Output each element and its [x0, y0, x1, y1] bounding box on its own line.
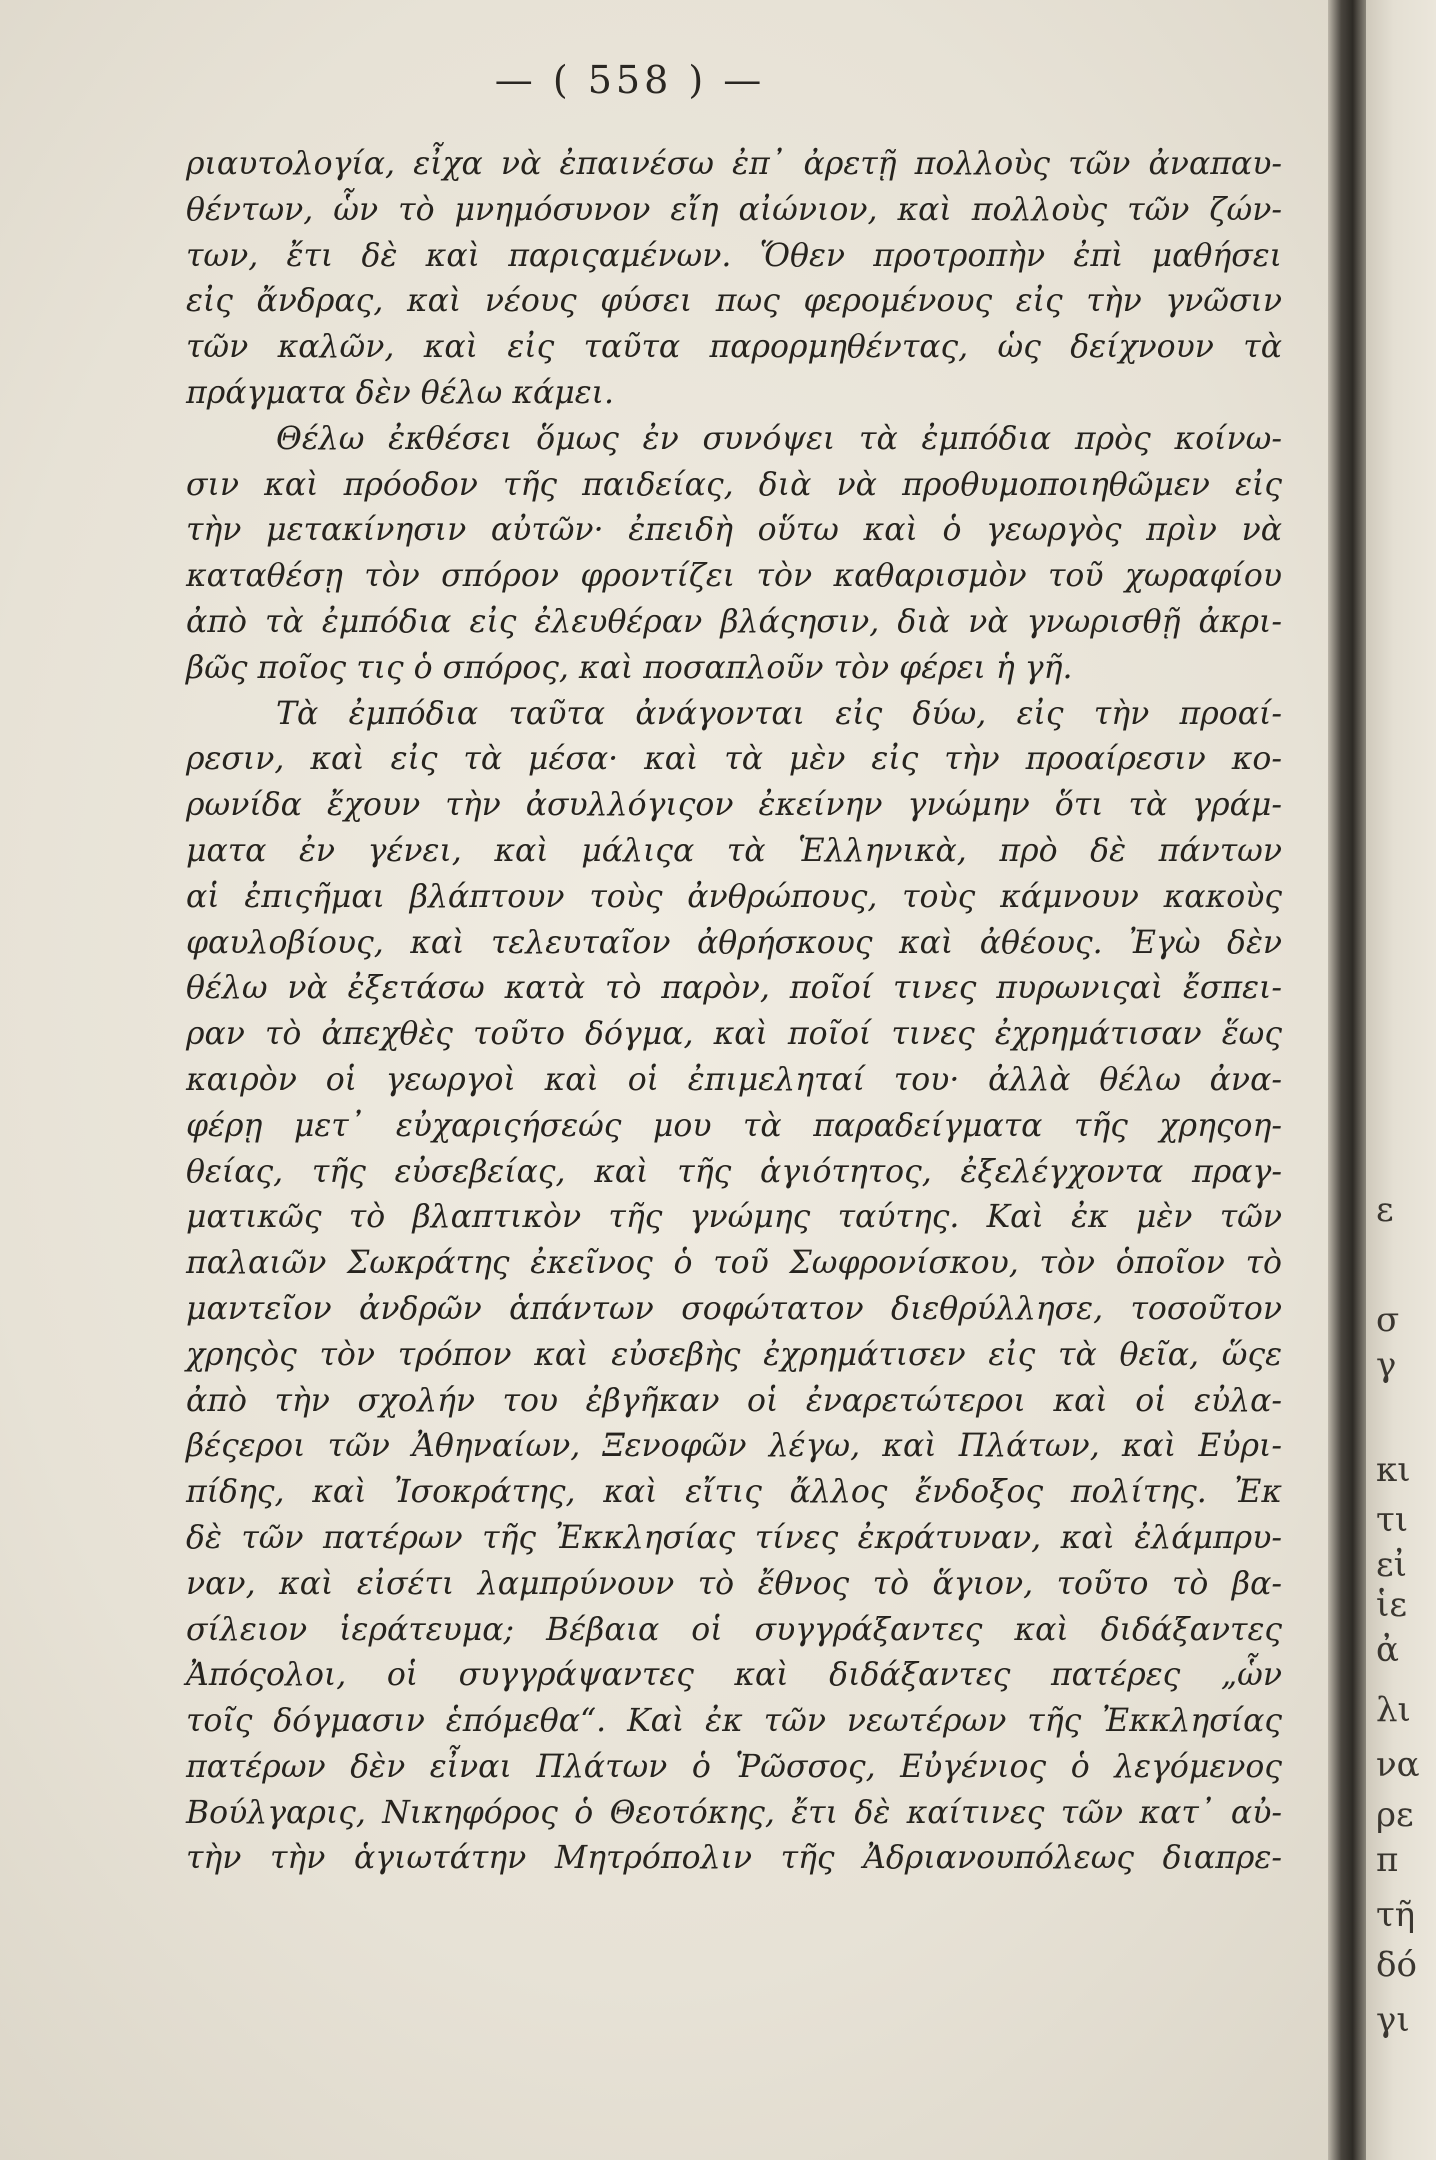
adjacent-page-fragment: γι: [1376, 2000, 1410, 2040]
book-gutter: [1328, 0, 1366, 2160]
page-number: — ( 558 ) —: [494, 58, 766, 102]
text-line: σίλειον ἱεράτευμα; Βέβαια οἱ συγγράξαντες καὶ διδάξαντες: [186, 1611, 1282, 1648]
text-line: Βούλγαρις, Νικηφόρος ὁ Θεοτόκης, ἔτι δὲ καίτινες τῶν κατ᾽ αὐ-: [186, 1794, 1282, 1831]
text-line: ρωνίδα ἔχουν τὴν ἀσυλλόγιςον ἐκείνην γνώμην ὅτι τὰ γράμ-: [186, 787, 1282, 824]
text-line: τὴν τὴν ἁγιωτάτην Μητρόπολιν τῆς Ἀδριανουπόλεως διαπρε-: [186, 1840, 1282, 1877]
text-line: θέλω νὰ ἐξετάσω κατὰ τὸ παρὸν, ποῖοί τινες πυρωνιςαὶ ἔσπει-: [186, 970, 1282, 1007]
adjacent-page-fragment: τῆ: [1376, 1895, 1416, 1935]
text-line: εἰς ἄνδρας, καὶ νέους φύσει πως φερομένους εἰς τὴν γνῶσιν: [186, 283, 1282, 320]
text-line: ναν, καὶ εἰσέτι λαμπρύνουν τὸ ἔθνος τὸ ἅγιον, τοῦτο τὸ βα-: [186, 1565, 1282, 1602]
text-line: ραν τὸ ἀπεχθὲς τοῦτο δόγμα, καὶ ποῖοί τινες ἐχρημάτισαν ἕως: [186, 1016, 1282, 1053]
text-line: τὴν μετακίνησιν αὐτῶν· ἐπειδὴ οὕτω καὶ ὁ γεωργὸς πρὶν νὰ: [186, 512, 1282, 549]
adjacent-page-fragment: λι: [1376, 1690, 1411, 1730]
adjacent-page-fragment: ἱε: [1376, 1585, 1407, 1625]
text-line: Ἀπόςολοι, οἱ συγγράψαντες καὶ διδάξαντες πατέρες „ὧν: [186, 1657, 1282, 1694]
text-line: ριαυτολογία, εἶχα νὰ ἐπαινέσω ἐπ᾽ ἀρετῇ πολλοὺς τῶν ἀναπαυ-: [186, 146, 1282, 182]
text-line: καταθέσῃ τὸν σπόρον φροντίζει τὸν καθαρισμὸν τοῦ χωραφίου: [186, 558, 1282, 595]
text-line: βέςεροι τῶν Ἀθηναίων, Ξενοφῶν λέγω, καὶ Πλάτων, καὶ Εὐρι-: [186, 1428, 1282, 1465]
adjacent-page-fragment: ἀ: [1376, 1630, 1399, 1670]
text-line: πράγματα δὲν θέλω κάμει.: [186, 374, 615, 411]
adjacent-page-fragment: εἰ: [1376, 1545, 1407, 1585]
text-line: τοῖς δόγμασιν ἑπόμεθα“. Καὶ ἐκ τῶν νεωτέρων τῆς Ἐκκλησίας: [186, 1703, 1282, 1740]
adjacent-page-fragment: ρε: [1376, 1795, 1414, 1835]
text-line: αἱ ἐπιςῆμαι βλάπτουν τοὺς ἀνθρώπους, τοὺς κάμνουν κακοὺς: [186, 878, 1282, 915]
text-line: παλαιῶν Σωκράτης ἐκεῖνος ὁ τοῦ Σωφρονίσκου, τὸν ὁποῖον τὸ: [186, 1245, 1282, 1282]
text-line: Τὰ ἐμπόδια ταῦτα ἀνάγονται εἰς δύω, εἰς τὴν προαί-: [276, 695, 1282, 732]
text-line: τῶν καλῶν, καὶ εἰς ταῦτα παρορμηθέντας, ὡς δείχνουν τὰ: [186, 329, 1282, 366]
text-line: των, ἔτι δὲ καὶ παριςαμένων. Ὅθεν προτροπὴν ἐπὶ μαθήσει: [186, 237, 1282, 274]
body-text: [186, 142, 1282, 1882]
adjacent-page-fragment: να: [1376, 1745, 1420, 1785]
text-line: καιρὸν οἱ γεωργοὶ καὶ οἱ ἐπιμεληταί του· ἀλλὰ θέλω ἀνα-: [186, 1061, 1282, 1098]
text-line: ρεσιν, καὶ εἰς τὰ μέσα· καὶ τὰ μὲν εἰς τὴν προαίρεσιν κο-: [186, 741, 1282, 778]
adjacent-page-fragment: ε: [1376, 1190, 1394, 1230]
text-line: φαυλοβίους, καὶ τελευταῖον ἀθρήσκους καὶ ἀθέους. Ἐγὼ δὲν: [186, 924, 1282, 961]
adjacent-page-fragment: κι: [1376, 1450, 1411, 1490]
adjacent-page-fragment: π: [1376, 1840, 1399, 1880]
text-line: ματικῶς τὸ βλαπτικὸν τῆς γνώμης ταύτης. Καὶ ἐκ μὲν τῶν: [186, 1199, 1282, 1236]
text-line: δὲ τῶν πατέρων τῆς Ἐκκλησίας τίνες ἐκράτυναν, καὶ ἐλάμπρυ-: [186, 1519, 1282, 1556]
text-line: θείας, τῆς εὐσεβείας, καὶ τῆς ἁγιότητος, ἐξελέγχοντα πραγ-: [186, 1153, 1282, 1190]
text-line: πατέρων δὲν εἶναι Πλάτων ὁ Ῥῶσσος, Εὐγένιος ὁ λεγόμενος: [186, 1748, 1282, 1785]
text-line: μαντεῖον ἀνδρῶν ἁπάντων σοφώτατον διεθρύλλησε, τοσοῦτον: [186, 1290, 1282, 1327]
text-line: Θέλω ἐκθέσει ὅμως ἐν συνόψει τὰ ἐμπόδια πρὸς κοίνω-: [276, 420, 1282, 457]
text-line: θέντων, ὧν τὸ μνημόσυνον εἴη αἰώνιον, καὶ πολλοὺς τῶν ζών-: [186, 191, 1282, 228]
adjacent-page-fragment: σ: [1376, 1300, 1400, 1340]
text-line: φέρῃ μετ᾽ εὐχαριςήσεώς μου τὰ παραδείγματα τῆς χρηςοη-: [186, 1107, 1282, 1144]
text-line: σιν καὶ πρόοδον τῆς παιδείας, διὰ νὰ προθυμοποιηθῶμεν εἰς: [186, 466, 1282, 503]
adjacent-page-fragment: δό: [1376, 1945, 1417, 1985]
text-line: ἀπὸ τὰ ἐμπόδια εἰς ἐλευθέραν βλάςησιν, διὰ νὰ γνωρισθῇ ἀκρι-: [186, 603, 1282, 640]
adjacent-page-fragment: τι: [1376, 1500, 1409, 1540]
text-line: βῶς ποῖος τις ὁ σπόρος, καὶ ποσαπλοῦν τὸν φέρει ἡ γῆ.: [186, 649, 1073, 686]
text-line: ματα ἐν γένει, καὶ μάλιςα τὰ Ἑλληνικὰ, πρὸ δὲ πάντων: [186, 832, 1282, 869]
text-line: ἀπὸ τὴν σχολήν του ἐβγῆκαν οἱ ἐναρετώτεροι καὶ οἱ εὐλα-: [186, 1382, 1282, 1419]
text-line: χρηςὸς τὸν τρόπον καὶ εὐσεβὴς ἐχρημάτισεν εἰς τὰ θεῖα, ὥςε: [186, 1336, 1282, 1373]
adjacent-page-fragment: γ: [1376, 1345, 1397, 1385]
adjacent-page-edge: [1366, 0, 1436, 2160]
text-line: πίδης, καὶ Ἰσοκράτης, καὶ εἴτις ἄλλος ἔνδοξος πολίτης. Ἐκ: [186, 1474, 1282, 1511]
